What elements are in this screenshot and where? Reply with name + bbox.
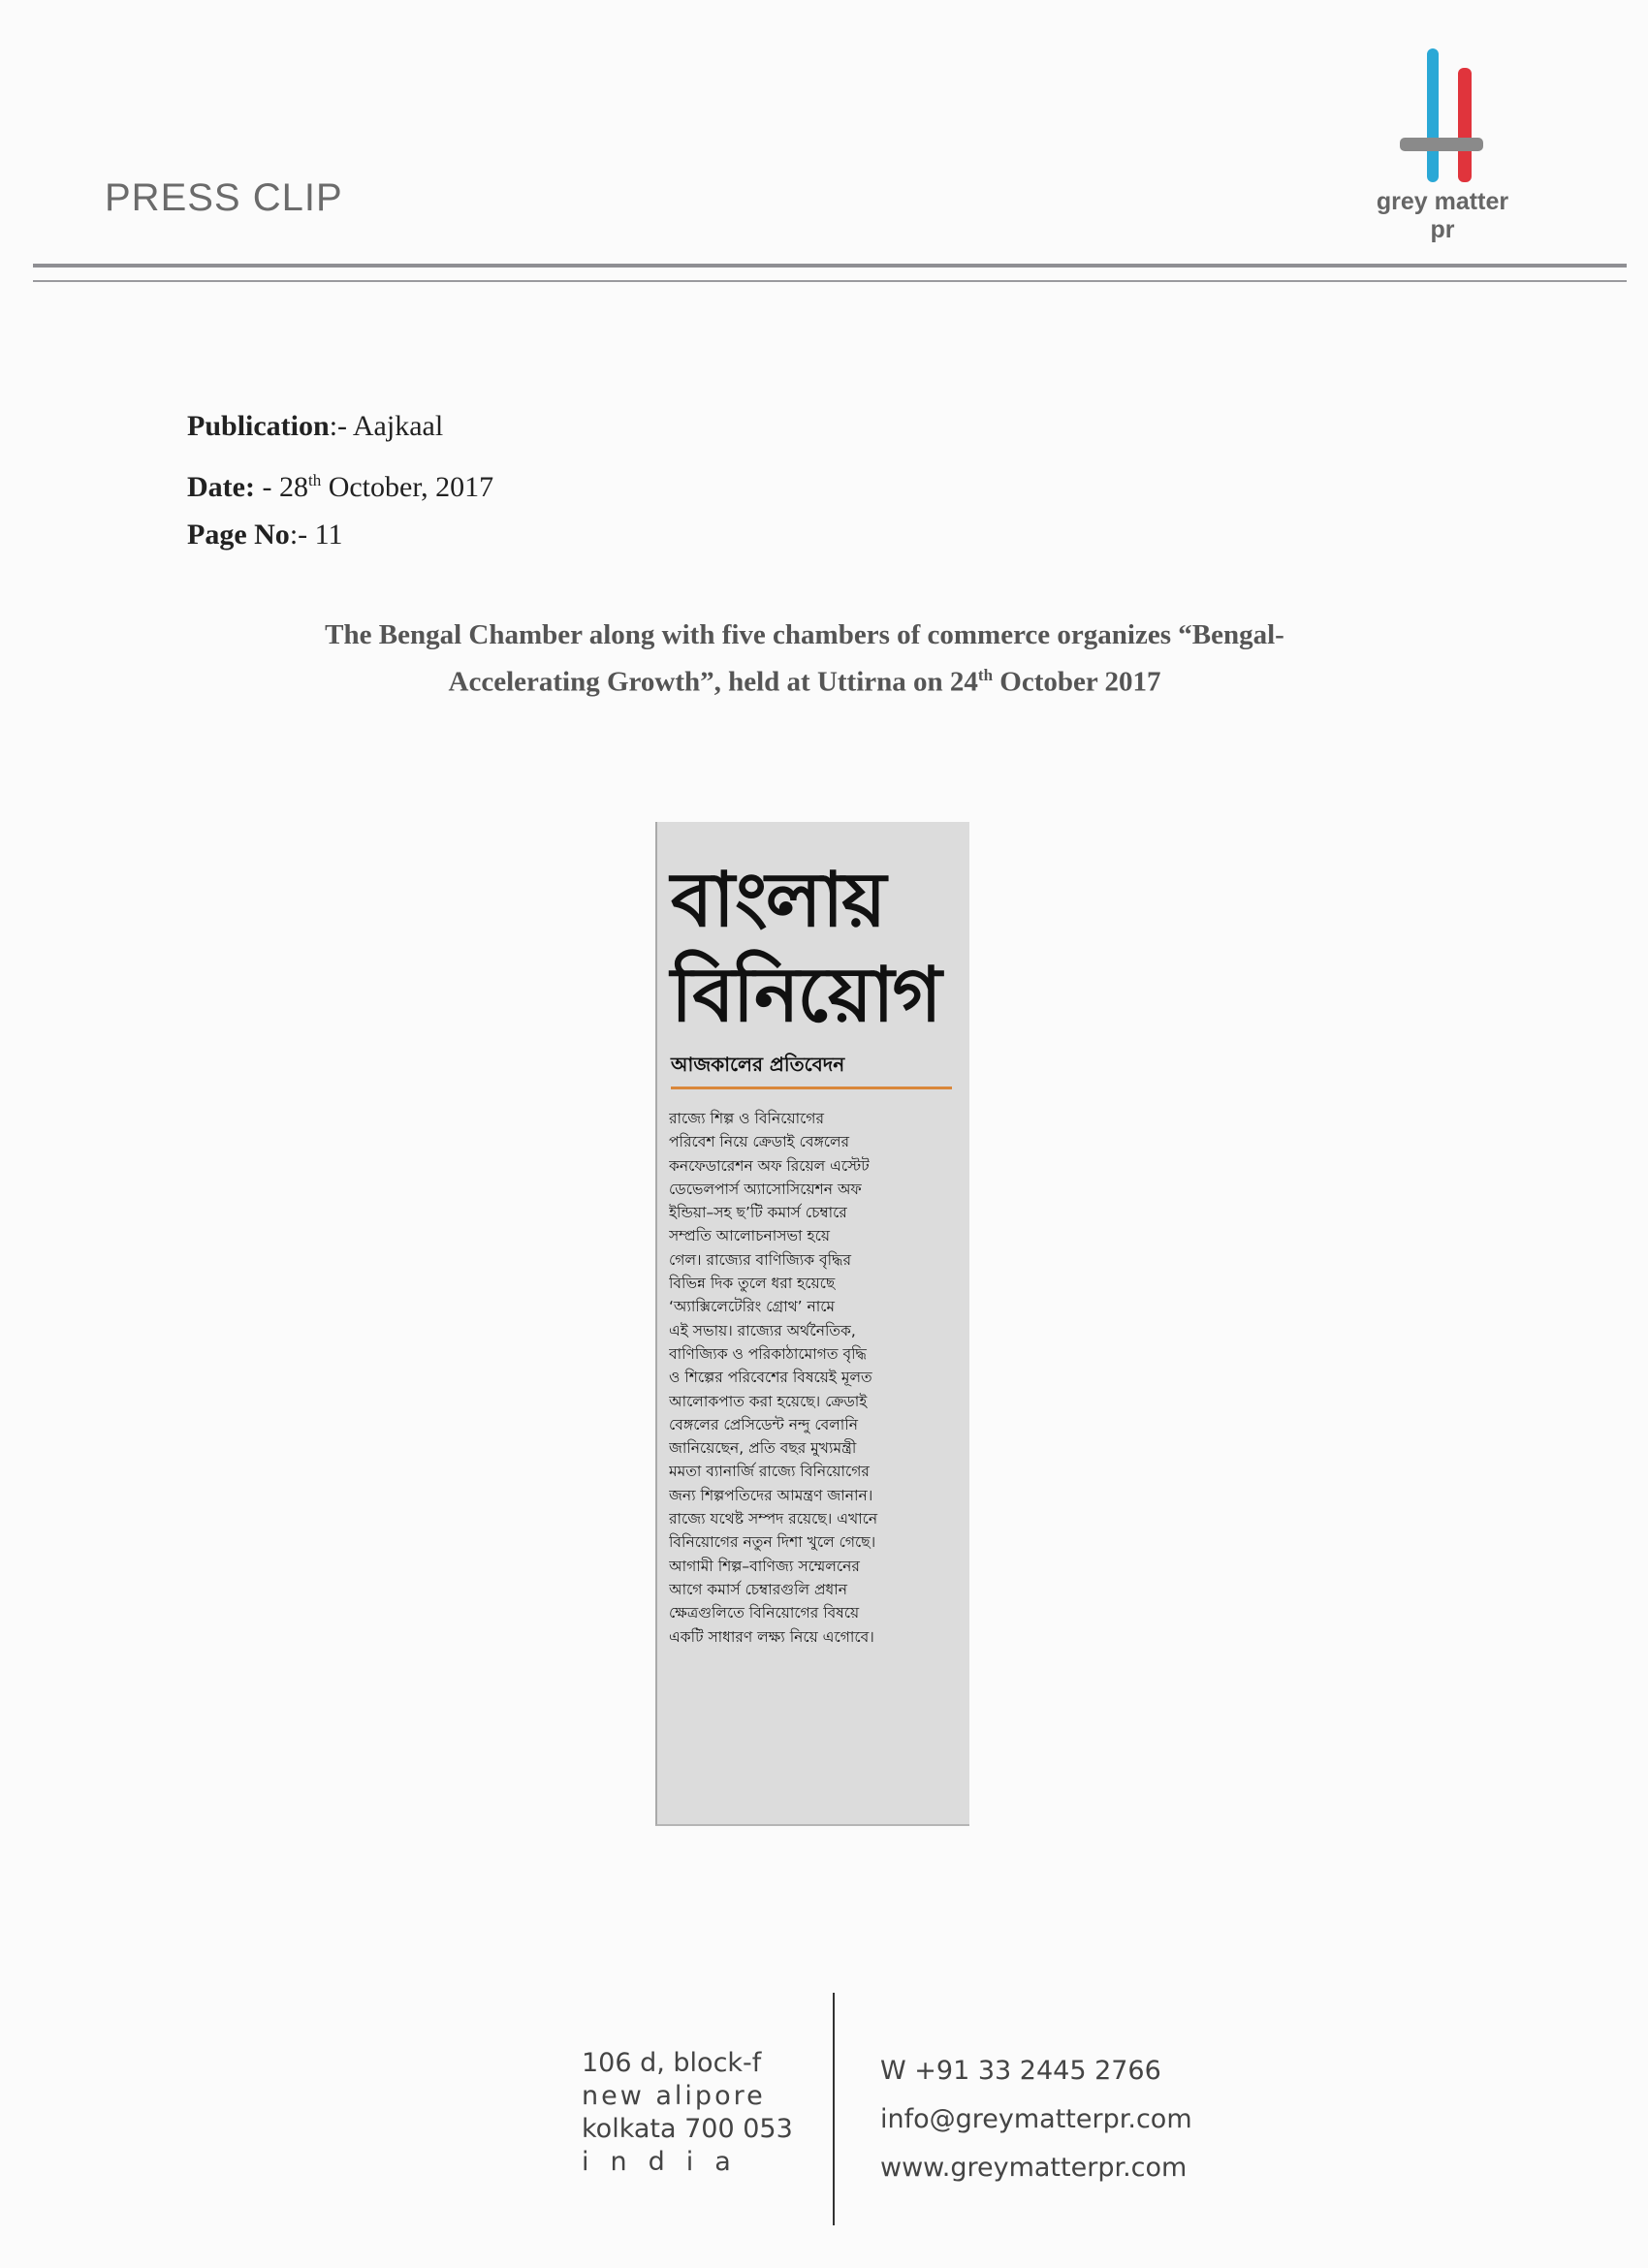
clipping-body-line: বাণিজ্যিক ও পরিকাঠামোগত বৃদ্ধি (669, 1344, 867, 1363)
date-value: - 28 (254, 471, 308, 503)
logo-text: grey matter pr (1376, 188, 1509, 243)
page-row (187, 508, 493, 562)
date-month-year: October, 2017 (321, 471, 494, 503)
date-label: Date: (187, 471, 255, 503)
footer-contact (880, 2047, 1192, 2192)
clipping-body-line: ‘অ্যাক্সিলেটেরিং গ্রোথ’ নামে (669, 1298, 836, 1316)
clipping-body-line: আলোকপাত করা হয়েছে। ক্রেডাই (669, 1392, 868, 1410)
clipping-body (669, 1107, 964, 1649)
clipping-body-line: বেঙ্গলের প্রেসিডেন্ট নন্দু বেলানি (669, 1415, 858, 1433)
clipping-body-line: জানিয়েছেন, প্রতি বছর মুখ্যমন্ত্রী (669, 1439, 857, 1458)
publication-value: :- Aajkaal (329, 410, 444, 442)
headline-line-2: Accelerating Growth”, held at Uttirna on 24th October 2017 (448, 666, 1161, 698)
clipping-body-line: এই সভায়। রাজ্যের অর্থনৈতিক, (669, 1321, 856, 1339)
phone-number: W +91 33 2445 2766 (880, 2056, 1161, 2086)
clipping-body-line: ইন্ডিয়া–সহ ছ’টি কমার্স চেম্বারে (669, 1204, 847, 1222)
address-line: india (582, 2147, 752, 2177)
date-ordinal: th (307, 471, 322, 489)
page-value: :- 11 (289, 519, 343, 551)
clipping-body-line: সম্প্রতি আলোচনাসভা হয়ে (669, 1227, 830, 1245)
grey-matter-logo (1365, 43, 1539, 243)
clipping-body-line: আগে কমার্স চেম্বারগুলি প্রধান (669, 1580, 847, 1598)
clipping-title-line-2: বিনিয়োগ (671, 952, 940, 1039)
website-link[interactable]: www.greymatterpr.com (880, 2153, 1188, 2183)
header-rule (33, 264, 1627, 268)
clipping-body-line: ও শিল্পের পরিবেশের বিষয়েই মূলত (669, 1369, 872, 1387)
publication-meta (187, 399, 493, 562)
address-line: new alipore (582, 2081, 766, 2111)
clipping-body-line: বিভিন্ন দিক তুলে ধরা হয়েছে (669, 1275, 836, 1293)
clipping-body-line: ক্ষেত্রগুলিতে বিনিয়োগের বিষয়ে (669, 1604, 860, 1622)
headline-line-1: The Bengal Chamber along with five chambers of commerce organizes “Bengal- (325, 619, 1284, 650)
publication-row (187, 399, 493, 454)
page-label: Page No (187, 519, 290, 551)
clipping-byline: আজকালের প্রতিবেদন (671, 1051, 952, 1089)
footer-address (582, 2047, 793, 2179)
clipping-body-line: আগামী শিল্প–বাণিজ্য সম্মেলনের (669, 1557, 860, 1575)
address-line: 106 d, block-f (582, 2048, 762, 2078)
publication-label: Publication (187, 410, 330, 442)
newspaper-clipping (655, 822, 969, 1826)
clipping-body-line: ডেভেলপার্স অ্যাসোসিয়েশন অফ (669, 1180, 862, 1198)
date-row (187, 454, 493, 508)
footer-divider (833, 1993, 835, 2225)
clipping-body-line: জন্য শিল্পপতিদের আমন্ত্রণ জানান। (669, 1486, 873, 1504)
clipping-body-line: বিনিয়োগের নতুন দিশা খুলে গেছে। (669, 1533, 876, 1552)
clipping-body-line: রাজ্যে শিল্প ও বিনিয়োগের (669, 1110, 824, 1127)
clipping-body-line: রাজ্যে যথেষ্ট সম্পদ রয়েছে। এখানে (669, 1510, 878, 1528)
press-clip-label: PRESS CLIP (105, 176, 343, 219)
clip-headline (233, 614, 1377, 703)
email-link[interactable]: info@greymatterpr.com (880, 2104, 1192, 2134)
clipping-title-line-1: বাংলায় (671, 857, 885, 944)
header-rule-thin (33, 280, 1627, 282)
clipping-body-line: কনফেডারেশন অফ রিয়েল এস্টেট (669, 1156, 870, 1175)
clipping-body-line: গেল। রাজ্যের বাণিজ্যিক বৃদ্ধির (669, 1250, 851, 1269)
clipping-title (671, 853, 962, 1043)
address-line: kolkata 700 053 (582, 2114, 793, 2144)
clipping-body-line: একটি সাধারণ লক্ষ্য নিয়ে এগোবে। (669, 1627, 874, 1646)
logo-mark-icon (1365, 43, 1520, 188)
clipping-body-line: মমতা ব্যানার্জি রাজ্যে বিনিয়োগের (669, 1463, 870, 1481)
clipping-body-line: পরিবেশ নিয়ে ক্রেডাই বেঙ্গলের (669, 1133, 850, 1151)
